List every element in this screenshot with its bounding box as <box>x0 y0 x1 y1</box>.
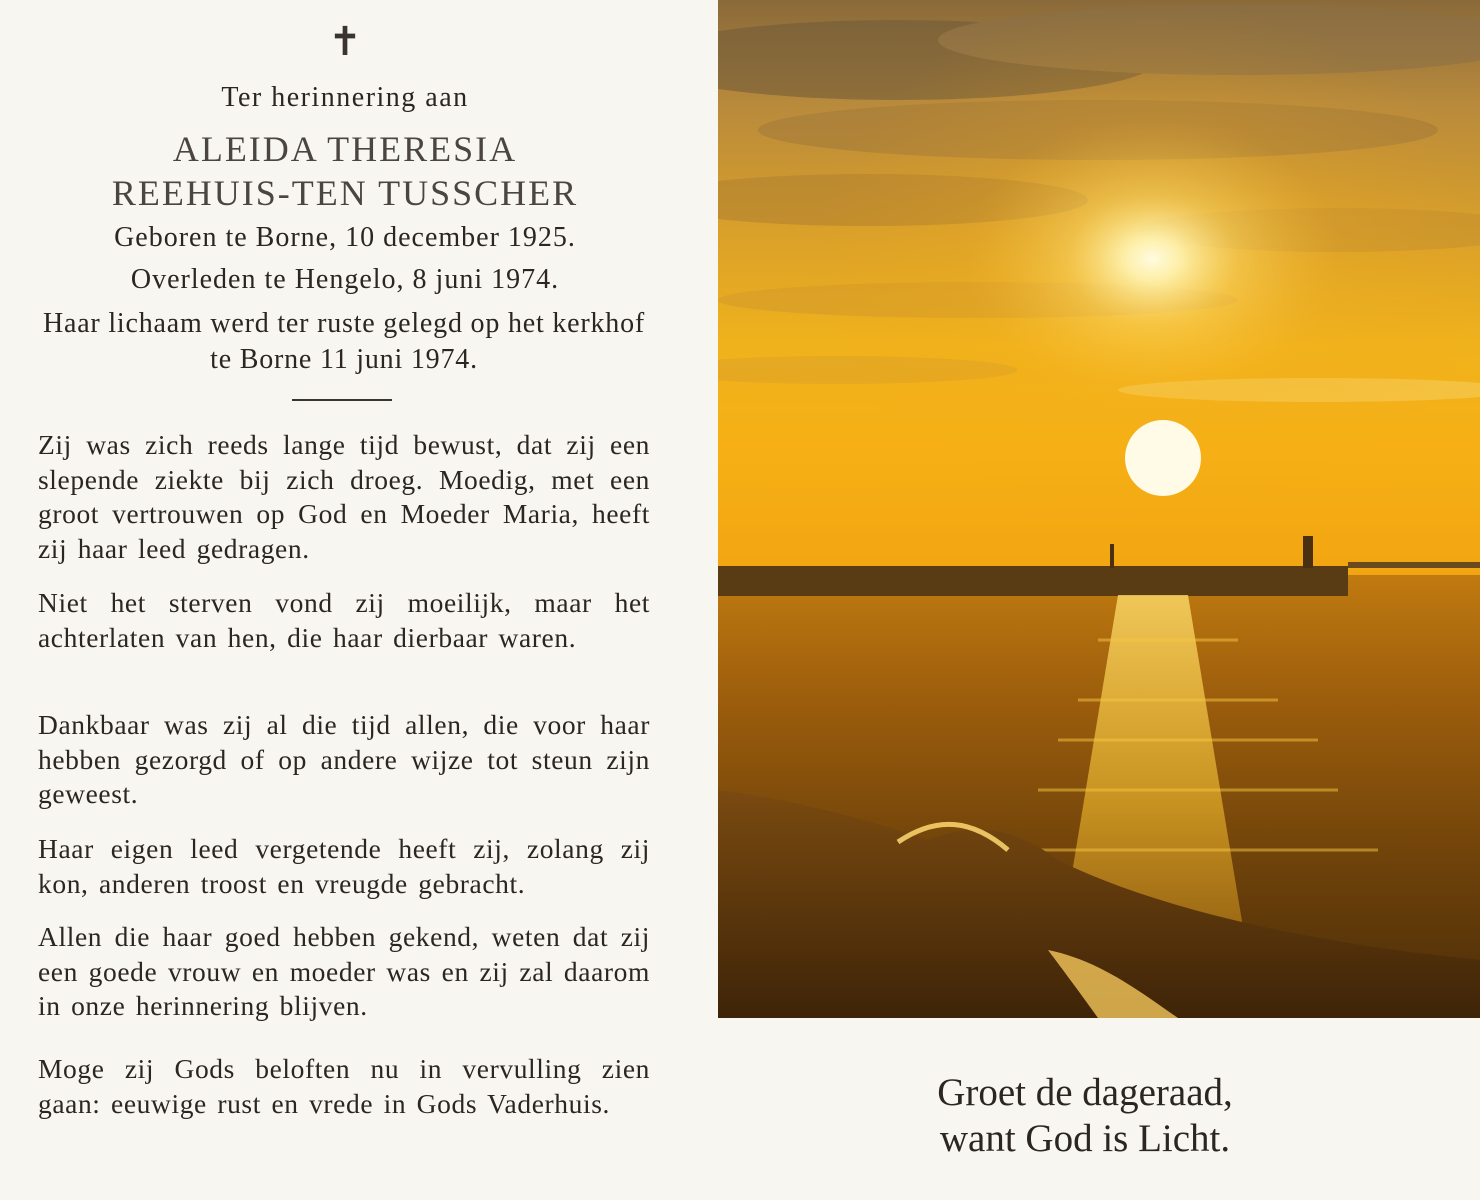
memorial-text-page <box>0 0 690 1200</box>
caption-line-2: want God is Licht. <box>939 1117 1231 1160</box>
text-paragraph: Haar eigen leed vergetende heeft zij, zolang zij kon, anderen troost en vreugde gebracht. <box>38 833 650 899</box>
burial-line: Haar lichaam werd ter ruste gelegd op het kerkhof te Borne 11 juni 1974. <box>42 308 646 375</box>
picture-page <box>690 0 1480 1200</box>
divider <box>292 399 392 401</box>
death-line: Overleden te Hengelo, 8 juni 1974. <box>130 264 560 295</box>
sunset-sea-photo <box>718 0 1480 1018</box>
intro-line: Ter herinnering aan <box>221 82 469 113</box>
cross-icon: ✝ <box>328 19 362 64</box>
text-paragraph: Dankbaar was zij al die tijd allen, die voor haar hebben gezorgd of op andere wijze tot steun zijn geweest. <box>38 709 650 809</box>
text-paragraph: Moge zij Gods beloften nu in vervulling zien gaan: eeuwige rust en vrede in Gods Vaderhuis. <box>38 1053 650 1119</box>
text-paragraph: Zij was zich reeds lange tijd bewust, dat zij een slepende ziekte bij zich droeg. Moedig, met een groot vertrouwen op God en Moeder Maria, heeft zij haar leed gedragen. <box>38 429 650 564</box>
photo-caption <box>690 1070 1480 1162</box>
birth-line: Geboren te Borne, 10 december 1925. <box>114 222 576 253</box>
deceased-first-names: ALEIDA THERESIA <box>172 129 518 169</box>
text-paragraph: Niet het sterven vond zij moeilijk, maar het achterlaten van hen, die haar dierbaar waren. <box>38 587 650 653</box>
text-paragraph: Allen die haar goed hebben gekend, weten dat zij een goede vrouw en moeder was en zij zal daarom in onze herinnering blijven. <box>38 921 650 1021</box>
caption-line-1: Groet de dageraad, <box>937 1071 1233 1114</box>
deceased-surname: REEHUIS-TEN TUSSCHER <box>111 173 579 213</box>
